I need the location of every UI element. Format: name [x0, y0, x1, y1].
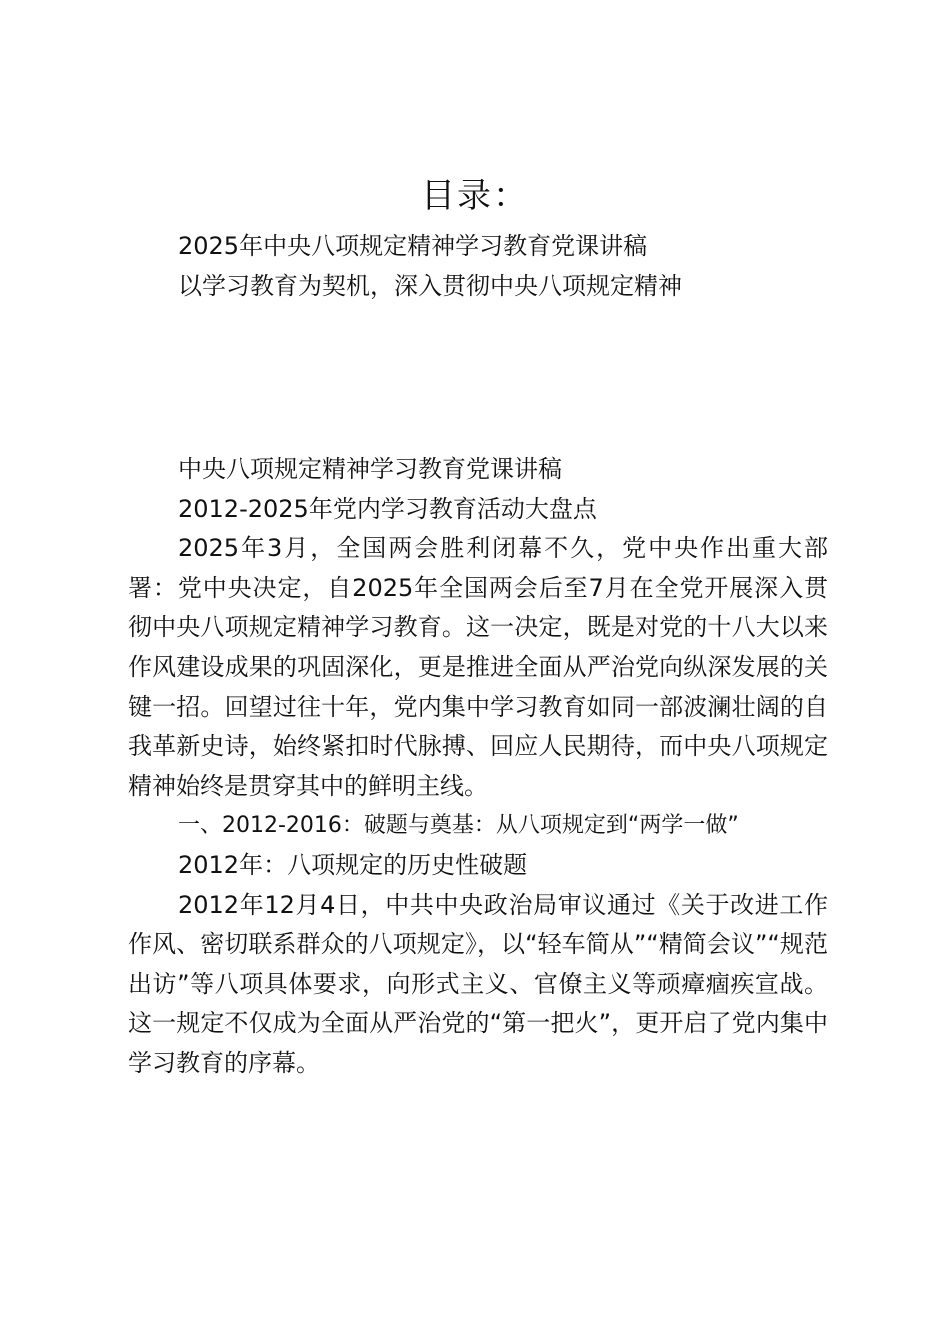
toc-title: 目录：	[421, 176, 529, 216]
section-subheading: 2012年：八项规定的历史性破题	[178, 850, 528, 879]
toc-list	[178, 226, 858, 306]
section-heading: 一、2012-2016：破题与奠基：从八项规定到“两学一做”	[178, 813, 739, 839]
toc-item: 2025年中央八项规定精神学习教育党课讲稿	[178, 232, 648, 260]
toc-item: 以学习教育为契机，深入贯彻中央八项规定精神	[178, 272, 682, 300]
intro-paragraph: 2025年3月，全国两会胜利闭幕不久，党中央作出重大部署：党中央决定，自2025年全国两会后至7月在全党开展深入贯彻中央八项规定精神学习教育。这一决定，既是对党的十八大以来作风建设成果的巩固深化，更是推进全面从严治党向纵深发展的关键一招。回望过往十年，党内集中学习教育如同一部波澜壮阔的自我革新史诗，始终紧扣时代脉搏、回应人民期待，而中央八项规定精神始终是贯穿其中的鲜明主线。	[128, 534, 828, 800]
article-subtitle: 2012-2025年党内学习教育活动大盘点	[178, 494, 597, 523]
article-body	[128, 450, 828, 1084]
article-title: 中央八项规定精神学习教育党课讲稿	[178, 455, 562, 483]
section-paragraph: 2012年12月4日，中共中央政治局审议通过《关于改进工作作风、密切联系群众的八项规定》，以“轻车简从”“精简会议”“规范出访”等八项具体要求，向形式主义、官僚主义等顽瘴痼疾宣战。这一规定不仅成为全面从严治党的“第一把火”，更开启了党内集中学习教育的序幕。	[128, 890, 828, 1077]
